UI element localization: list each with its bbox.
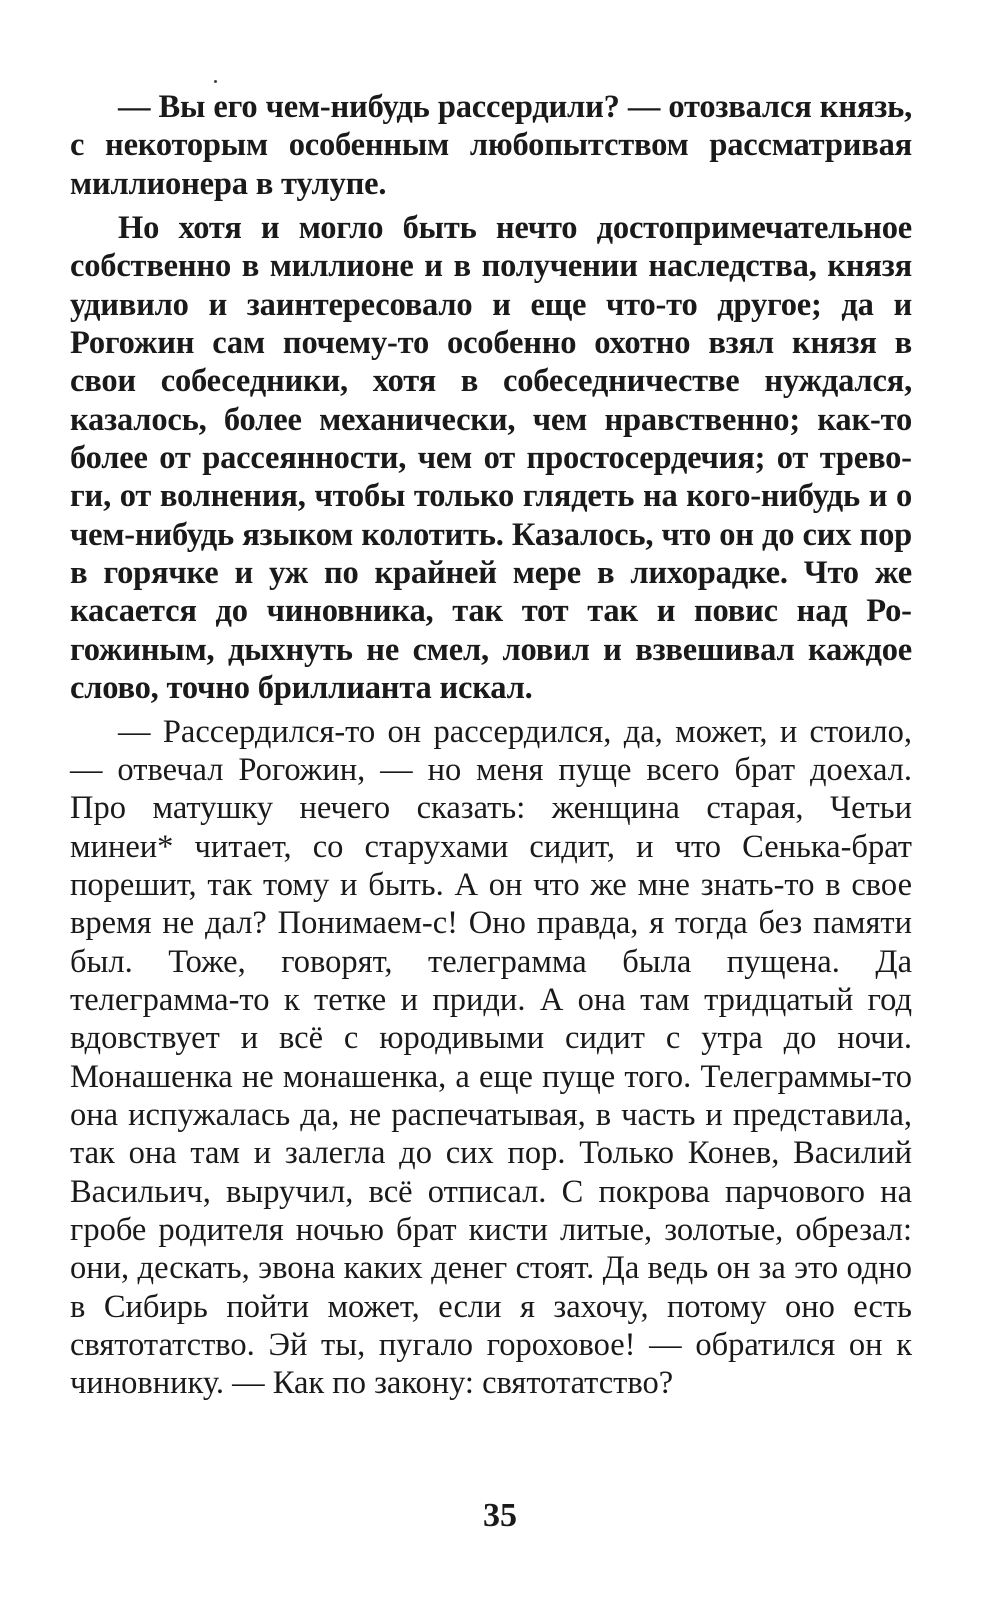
- page-text: [70, 88, 912, 1403]
- paragraph-2: Но хотя и могло быть нечто достопримечательное собственно в миллионе и в получении наследства, князя удивило и заинтересовало и еще что-то другое; да и Рогожин сам почему-то особенно охотно взял князя в свои собеседники, хотя в собеседничестве нуждался, казалось, более механически, чем нравственно; как-то более от рассеянности, чем от простосердечия; от тревоги, от волнения, чтобы только глядеть на кого-нибудь и о чем-нибудь языком колотить. Казалось, что он до сих пор в горячке и уж по крайней мере в лихорадке. Что же касается до чиновника, так тот так и повис над Рогожиным, дыхнуть не смел, ловил и взвешивал каждое слово, точно бриллианта искал.: [70, 210, 912, 707]
- page-number: 35: [483, 1497, 517, 1534]
- paragraph-1: — Вы его чем-нибудь рассердили? — отозвался князь, с некоторым особенным любопытством рассматривая миллионера в тулупе.: [70, 89, 912, 202]
- print-speck: [214, 80, 217, 83]
- paragraph-3: — Рассердился-то он рассердился, да, может, и стоило, — отвечал Рогожин, — но меня пуще всего брат доехал. Про матушку нечего сказать: женщина старая, Четьи минеи* читает, со старухами сидит, и что Сенька-брат порешит, так тому и быть. А он что же мне знать-то в свое время не дал? Понимаем-с! Оно правда, я тогда без памяти был. Тоже, говорят, телеграмма была пущена. Да телеграмма-то к тетке и приди. А она там тридцатый год вдовствует и всё с юродивыми сидит с утра до ночи. Монашенка не монашенка, а еще пуще того. Телеграммы-то она испужалась да, не распечатывая, в часть и представила, так она там и залегла до сих пор. Только Конев, Василий Васильич, выручил, всё отписал. С покрова парчового на гробе родителя ночью брат кисти литые, золотые, обрезал: они, дескать, эвона каких денег стоят. Да ведь он за это одно в Сибирь пойти может, если я захочу, потому оно есть святотатство. Эй ты, пугало гороховое! — обратился он к чиновнику. — Как по закону: святотатство?: [70, 713, 912, 1402]
